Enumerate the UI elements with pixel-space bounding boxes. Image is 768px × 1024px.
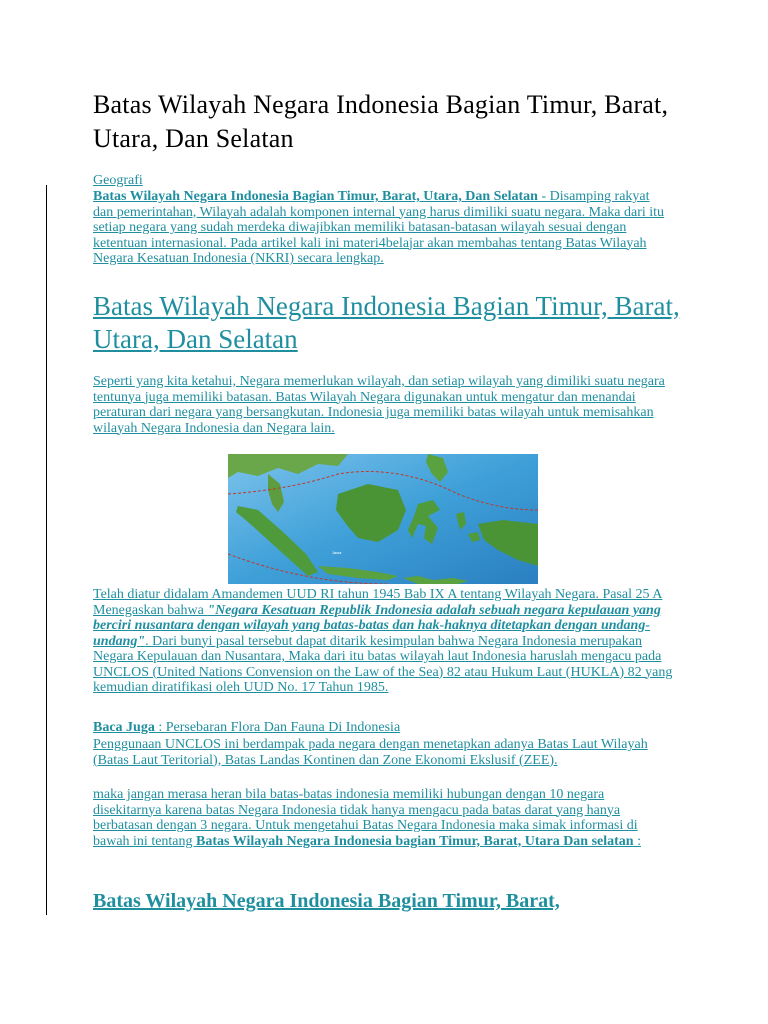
category-link[interactable] bbox=[93, 173, 673, 189]
para4-text-a: maka jangan merasa heran bila batas-batas indonesia memiliki hubungan dengan 10 negara disekitarnya karena batas Negara Indonesia tidak hanya mengacu pada batas darat yang hanya berbatasan dengan 3 negara. Untuk mengetahui Batas Negara Indonesia maka simak informasi di bawah ini tentang bbox=[93, 787, 638, 849]
category-link-text[interactable]: Geografi bbox=[93, 173, 143, 188]
margin-line bbox=[46, 185, 47, 915]
baca-juga-label: Baca Juga bbox=[93, 720, 155, 735]
paragraph-2[interactable] bbox=[93, 587, 673, 696]
section-heading[interactable]: Batas Wilayah Negara Indonesia Bagian Timur, Barat, Utara, Dan Selatan bbox=[93, 291, 680, 354]
baca-juga-line[interactable] bbox=[93, 720, 673, 736]
para2-quote: "Negara Kesatuan Republik Indonesia adalah sebuah negara kepulauan yang berciri nusantara dengan wilayah yang batas-batas dan hak-haknya ditetapkan dengan undang-undang" bbox=[93, 602, 661, 649]
paragraph-1[interactable]: Seperti yang kita ketahui, Negara memerlukan wilayah, dan setiap wilayah yang dimiliki suatu negara tentunya juga memiliki batasan. Batas Wilayah Negara digunakan untuk mengatur dan menandai peraturan dari negara yang bersangkutan. Indonesia juga memiliki batas wilayah untuk memisahkan wilayah Negara Indonesia dan Negara lain. bbox=[93, 374, 665, 436]
paragraph-3[interactable]: Penggunaan UNCLOS ini berdampak pada negara dengan menetapkan adanya Batas Laut Wilayah (Batas Laut Teritorial), Batas Landas Kontinen dan Zone Ekonomi Ekslusif (ZEE). bbox=[93, 737, 648, 768]
document-title: Batas Wilayah Negara Indonesia Bagian Timur, Barat, Utara, Dan Selatan bbox=[93, 90, 669, 153]
section-heading-2[interactable]: Batas Wilayah Negara Indonesia Bagian Timur, Barat, bbox=[93, 890, 560, 912]
indonesia-map-image bbox=[228, 454, 538, 584]
map-label: Jawa bbox=[332, 550, 342, 555]
intro-paragraph[interactable] bbox=[93, 189, 673, 267]
para4-bold: Batas Wilayah Negara Indonesia bagian Timur, Barat, Utara Dan selatan bbox=[196, 833, 634, 849]
baca-juga-link[interactable]: : Persebaran Flora Dan Fauna Di Indonesia bbox=[154, 720, 401, 735]
paragraph-4[interactable] bbox=[93, 787, 673, 849]
para2-text-a: Telah diatur didalam Amandemen UUD RI tahun 1945 Bab IX A tentang Wilayah Negara. Pasal 25 A Menegaskan bahwa bbox=[93, 587, 663, 618]
map-svg bbox=[228, 454, 538, 584]
para4-text-b: : bbox=[633, 833, 641, 849]
intro-text: - Disamping rakyat dan pemerintahan, Wilayah adalah komponen internal yang harus dimiliki suatu negara. Maka dari itu setiap negara yang sudah merdeka diwajibkan memiliki batasan-batasan wilayah sesuai dengan ketentuan internasional. Pada artikel kali ini materi4belajar akan membahas tentang Batas Wilayah Negara Kesatuan Indonesia (NKRI) secara lengkap. bbox=[93, 189, 665, 266]
intro-bold: Batas Wilayah Negara Indonesia Bagian Timur, Barat, Utara, Dan Selatan bbox=[93, 189, 538, 204]
para2-text-b: . Dari bunyi pasal tersebut dapat ditarik kesimpulan bahwa Negara Indonesia merupakan Negara Kepulauan dan Nusantara, Maka dari itu batas wilayah laut Indonesia haruslah mengacu pada UNCLOS (United Nations Convension on the Law of the Sea) 82 atau Hukum Laut (HUKLA) 82 yang kemudian diratifikasi oleh UUD No. 17 Tahun 1985. bbox=[93, 633, 673, 695]
